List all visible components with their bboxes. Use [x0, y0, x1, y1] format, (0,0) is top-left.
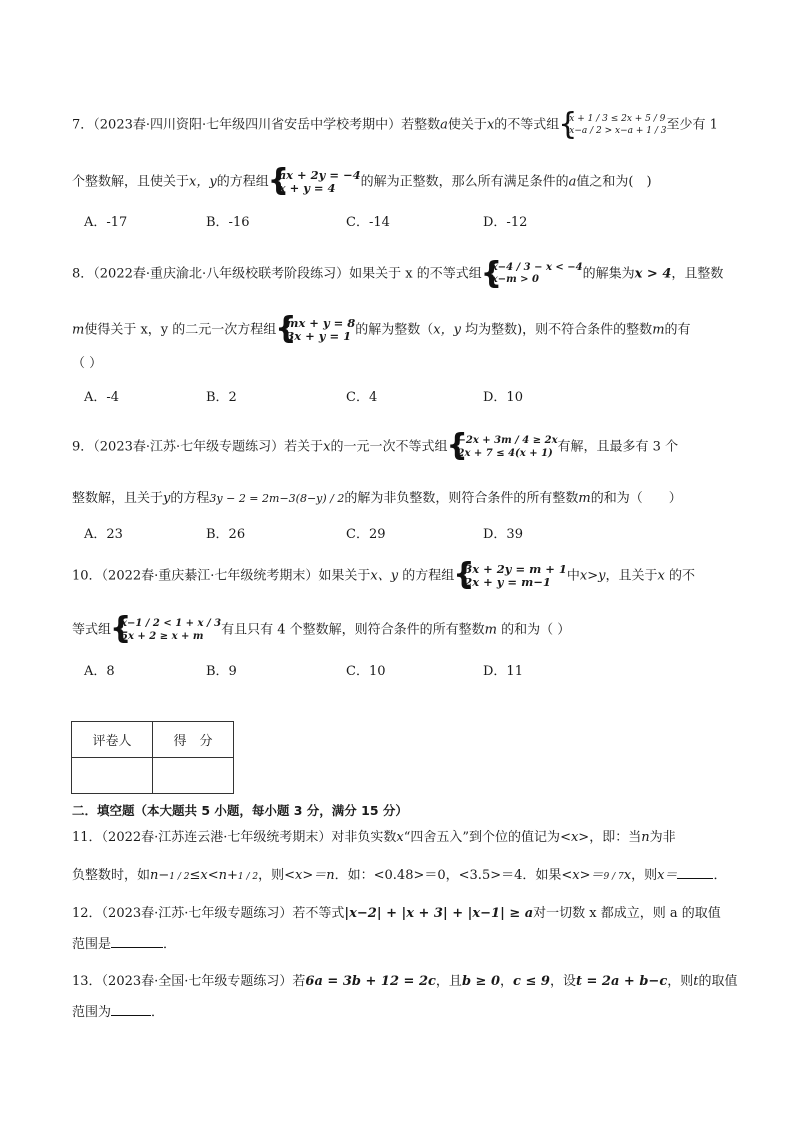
q7-number: 7． — [72, 117, 94, 133]
q10-option-b[interactable]: B．9 — [206, 664, 237, 679]
q7-option-c[interactable]: C．-14 — [346, 215, 390, 230]
q8-options — [84, 388, 523, 408]
q12-answer-blank[interactable] — [111, 935, 163, 948]
score-cell[interactable] — [153, 758, 234, 794]
score-header: 得 分 — [153, 722, 234, 758]
q9-option-c[interactable]: C．29 — [346, 527, 386, 542]
q8-option-b[interactable]: B．2 — [206, 390, 237, 405]
q13-answer-blank[interactable] — [111, 1003, 151, 1016]
q8-option-c[interactable]: C．4 — [346, 390, 378, 405]
q8-option-d[interactable]: D．10 — [483, 390, 523, 405]
q8-option-a[interactable]: A．-4 — [84, 390, 120, 405]
q8-inequality-system: { x−4 / 3 − x < −4 x−m > 0 — [482, 262, 583, 286]
q9-line1: 9．（2023春·江苏·七年级专题练习）若关于x的一元一次不等式组 { −2x + 3m / 4 ≥ 2x 2x + 7 ≤ 4(x + 1) 有解，且最多有 3 个 — [72, 434, 678, 460]
q7-equation-system: { ax + 2y = −4 x + y = 4 — [269, 169, 361, 195]
q9-equation: 3y − 2 = 2m−3(8−y) / 2 — [209, 492, 345, 505]
q10-line2: 等式组 { x−1 / 2 < 1 + x / 3 5x + 2 ≥ x + m 有且只有 4 个整数解，则符合条件的所有整数m 的和为（ ） — [72, 617, 570, 643]
q7-line2: 个整数解，且使关于x，y的方程组 { ax + 2y = −4 x + y = 4 的解为正整数，那么所有满足条件的a值之和为( ) — [72, 169, 652, 195]
q8-equation-system: { mx + y = 8 3x + y = 1 — [276, 317, 355, 343]
q10-options — [84, 662, 523, 682]
q9-option-d[interactable]: D．39 — [483, 527, 523, 542]
q7-options — [84, 213, 527, 233]
q8-line1: 8．（2022春·重庆渝北·八年级校联考阶段练习）如果关于 x 的不等式组 { x−4 / 3 − x < −4 x−m > 0 的解集为x > 4，且整数 — [72, 262, 723, 286]
q10-option-a[interactable]: A．8 — [84, 664, 115, 679]
q9-line2: 整数解，且关于y的方程3y − 2 = 2m−3(8−y) / 2的解为非负整数，则符合条件的所有整数m的和为（ ） — [72, 491, 682, 506]
q13-line2: 范围为 ． — [72, 1005, 165, 1020]
score-table — [71, 721, 234, 794]
q9-options — [84, 525, 523, 545]
q12-line1: 12．（2023春·江苏·七年级专题练习）若不等式|x−2| + |x + 3| + |x−1| ≥ a对一切数 x 都成立，则 a 的取值 — [72, 906, 721, 921]
q9-option-b[interactable]: B．26 — [206, 527, 246, 542]
q12-line2: 范围是 ． — [72, 937, 177, 952]
q9-option-a[interactable]: A．23 — [84, 527, 123, 542]
q10-equation-system: { 3x + 2y = m + 1 2x + y = m−1 — [454, 563, 567, 589]
q11-line2: 负整数时，如n−1 / 2≤x<n+1 / 2，则<x>＝n．如：<0.48>＝0，<3.5>＝4．如果<x>＝9 / 7x，则x＝ ． — [72, 868, 727, 883]
q7-option-a[interactable]: A．-17 — [84, 215, 128, 230]
q10-option-d[interactable]: D．11 — [483, 664, 523, 679]
q10-line1: 10．（2022春·重庆綦江·七年级统考期末）如果关于x、y 的方程组 { 3x + 2y = m + 1 2x + y = m−1 中x>y，且关于x 的不 — [72, 563, 695, 589]
q7-line1: 7．（2023春·四川资阳·七年级四川省安岳中学校考期中）若整数a使关于x的不等式组 { x + 1 / 3 ≤ 2x + 5 / 9 x−a / 2 > x−a + 1 / 3 至少有 1 — [72, 113, 718, 137]
section-2-title: 二．填空题（本大题共 5 小题，每小题 3 分，满分 15 分） — [72, 803, 408, 818]
reviewer-cell[interactable] — [72, 758, 153, 794]
q7-option-d[interactable]: D．-12 — [483, 215, 528, 230]
q11-line1: 11．（2022春·江苏连云港·七年级统考期末）对非负实数x“四舍五入”到个位的值记为<x>，即：当n为非 — [72, 830, 676, 845]
reviewer-header: 评卷人 — [72, 722, 153, 758]
q11-answer-blank[interactable] — [677, 866, 713, 879]
q10-inequality-system: { x−1 / 2 < 1 + x / 3 5x + 2 ≥ x + m — [111, 617, 221, 643]
q7-inequality-system: { x + 1 / 3 ≤ 2x + 5 / 9 x−a / 2 > x−a + 1 / 3 — [559, 113, 666, 137]
q8-line3: （ ） — [72, 356, 103, 371]
q10-option-c[interactable]: C．10 — [346, 664, 386, 679]
q7-option-b[interactable]: B．-16 — [206, 215, 250, 230]
q7-source: （2023春·四川资阳·七年级四川省安岳中学校考期中） — [93, 117, 402, 133]
q13-line1: 13．（2023春·全国·七年级专题练习）若6a = 3b + 12 = 2c，且b ≥ 0，c ≤ 9，设t = 2a + b−c，则t的取值 — [72, 974, 738, 989]
q8-line2: m使得关于 x，y 的二元一次方程组 { mx + y = 8 3x + y = 1 的解为整数（x，y 均为整数)，则不符合条件的整数m的有 — [72, 317, 691, 343]
q9-inequality-system: { −2x + 3m / 4 ≥ 2x 2x + 7 ≤ 4(x + 1) — [448, 434, 558, 460]
